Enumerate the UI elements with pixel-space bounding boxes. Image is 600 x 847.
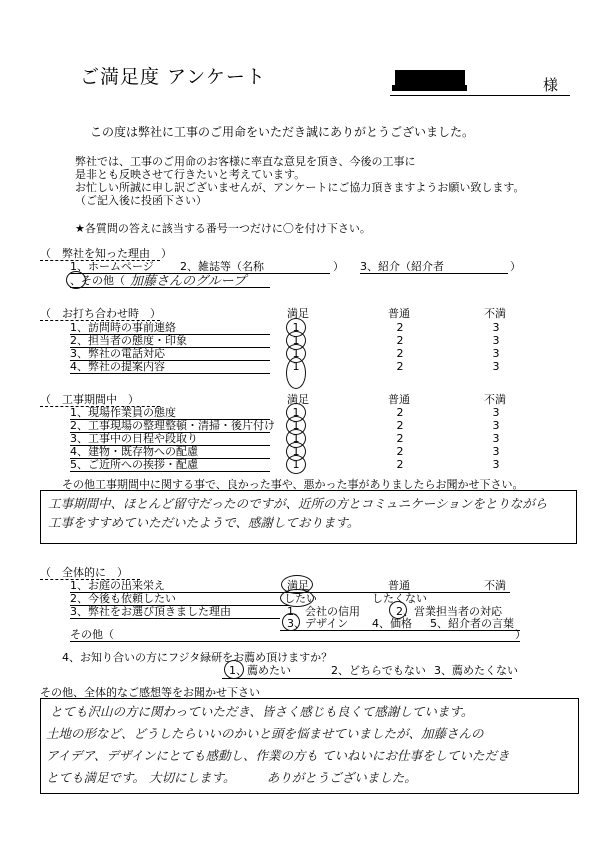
q5-reason-answer-circle-2 — [282, 613, 300, 631]
q6-option-2: 2、どちらでもない — [331, 664, 426, 677]
q3-item-3-score-3: 3 — [492, 432, 500, 445]
q2-item-4-score-2: 2 — [396, 360, 404, 373]
q3-scale-normal: 普通 — [388, 393, 410, 406]
q3-item-5-score-1: 1 — [292, 458, 300, 471]
q2-item-4-score-1: 1 — [292, 360, 300, 373]
q1-other-underline — [70, 287, 270, 288]
q5-other-underline — [70, 641, 520, 642]
q3-item-2-score-1: 1 — [292, 419, 300, 432]
q5-reason-1: 1、会社の信用 — [287, 605, 360, 618]
q3-item-2-score-3: 3 — [492, 419, 500, 432]
q4-prompt: その他工事期間中に関する事で、良かった事や、悪かった事がありましたらお聞かせ下さい。 — [62, 478, 524, 491]
intro-line-1: 弊社では、工事のご用命のお客様に率直な意見を頂き、今後の工事に — [75, 155, 416, 168]
q3-item-5: 5、ご近所への挨拶・配慮 — [70, 458, 270, 472]
q1-option-homepage: 1、ホームページ — [70, 260, 180, 274]
q2-item-2-score-1: 1 — [292, 334, 300, 347]
q2-item-2: 2、担当者の態度・印象 — [70, 334, 270, 348]
q6-option-1: 1、薦めたい — [229, 664, 291, 677]
q1-answer-circle — [66, 271, 86, 289]
q6-answer-circle — [224, 660, 244, 679]
q7-answer-line-1: とても沢山の方に関わっていただき、皆さく感じも良くて感謝しています。 — [50, 704, 474, 719]
q3-item-3-score-1: 1 — [292, 432, 300, 445]
intro-line-4: （ご記入後に投函下さい） — [75, 194, 207, 207]
q6-options-rule — [222, 678, 512, 679]
q2-item-2-score-3: 3 — [492, 334, 500, 347]
q3-scale-satisfied: 満足 — [287, 393, 309, 406]
q3-item-4-score-2: 2 — [396, 445, 404, 458]
q5-reason-answer-circle-1 — [389, 601, 407, 619]
greeting-text: この度は弊社に工事のご用命をいただき誠にありがとうございました。 — [90, 125, 475, 139]
q5-item-2: 2、今後も依頼したい — [70, 592, 290, 606]
q3-item-1-score-1: 1 — [292, 406, 300, 419]
q2-item-1-score-3: 3 — [492, 321, 500, 334]
q3-scale-unsatisfied: 不満 — [484, 393, 506, 406]
q3-heading: （ 工事期間中 ） — [40, 393, 139, 406]
q3-item-4: 4、建物・既存物への配慮 — [70, 445, 270, 459]
q1-other-answer: 加藤さんのグループ — [130, 274, 246, 289]
q3-item-5-answer-circle — [286, 455, 306, 474]
q2-item-1-score-2: 2 — [396, 321, 404, 334]
q3-item-3-score-2: 2 — [396, 432, 404, 445]
q5-item-3: 3、弊社をお選び頂きました理由 — [70, 605, 280, 619]
q2-item-2-score-2: 2 — [396, 334, 404, 347]
q5-reason-5: 5、紹介者の言葉 — [430, 617, 514, 630]
instruction-text: ★各質問の答えに該当する番号一つだけに〇を付け下さい。 — [75, 222, 371, 235]
q3-item-3: 3、工事中の日程や段取り — [70, 432, 270, 446]
q5-reasons-rule — [280, 630, 520, 631]
q1-option-referral: 3、紹介（紹介者 — [360, 260, 508, 274]
q1-option-magazine: 2、雑誌等（名称 — [180, 260, 330, 274]
q5-other-label: その他（ — [70, 628, 114, 641]
q1-option-referral-close: ） — [510, 260, 521, 273]
q2-item-3-score-3: 3 — [492, 347, 500, 360]
q3-item-2-score-2: 2 — [396, 419, 404, 432]
q5-row2-no: したくない — [372, 592, 427, 605]
q2-scale-unsatisfied: 不満 — [484, 307, 506, 320]
q5-row1-satisfied: 満足 — [287, 579, 309, 592]
q7-prompt: その他、全体的なご感想等をお聞かせ下さい — [40, 686, 260, 699]
q1-option-magazine-close: ） — [333, 260, 344, 273]
q2-item-4-answer-circle — [286, 357, 306, 389]
q1-other-label: 、その他（ — [70, 274, 125, 287]
q5-reason-2: 2、営業担当者の対応 — [396, 605, 502, 618]
q3-item-2: 2、工事現場の整理整頓・清掃・後片付け — [70, 419, 275, 432]
q3-item-5-score-2: 2 — [396, 458, 404, 471]
q6-question: 4、お知り合いの方にフジタ緑研をお薦め頂けますか？ — [62, 651, 333, 664]
q5-row2-yes: したい — [284, 592, 317, 605]
q3-item-1-score-3: 3 — [492, 406, 500, 419]
q1-heading: （ 弊社を知った理由 ） — [40, 247, 172, 260]
q2-heading: （ お打ち合わせ時 ） — [40, 307, 161, 320]
q2-item-3-score-1: 1 — [292, 347, 300, 360]
intro-line-2: 是非とも反映させて行きたいと考えています。 — [75, 168, 306, 181]
q2-item-3: 3、弊社の電話対応 — [70, 347, 270, 361]
q5-other-close: ） — [515, 628, 526, 641]
q3-item-5-score-3: 3 — [492, 458, 500, 471]
q7-answer-line-2: 土地の形など、どうしたらいいのかいと頭を悩ませていましたが、加藤さんの — [46, 726, 484, 741]
q2-item-3-score-2: 2 — [396, 347, 404, 360]
redacted-customer-name-2 — [392, 85, 467, 91]
q2-item-1-score-1: 1 — [292, 321, 300, 334]
q5-item-1: 1、お庭の出来栄え — [70, 579, 290, 593]
page-title: ご満足度 アンケート — [80, 66, 266, 88]
q2-scale-normal: 普通 — [388, 307, 410, 320]
q7-answer-line-4: とても満足です。 大切にします。 ありがとうございました。 — [46, 770, 417, 785]
q5-row2-answer-circle — [280, 589, 314, 607]
q6-option-3: 3、薦めたくない — [434, 664, 518, 677]
q5-reason-4: 4、価格 — [372, 617, 412, 630]
q2-scale-satisfied: 満足 — [287, 307, 309, 320]
q5-heading: （ 全体的に ） — [40, 566, 128, 579]
intro-line-3: お忙しい所誠に申し訳ございませんが、アンケートにご協力頂きますようお願い致します。 — [75, 181, 525, 194]
q3-item-4-score-3: 3 — [492, 445, 500, 458]
q2-item-1: 1、訪問時の事前連絡 — [70, 321, 270, 335]
q3-item-4-score-1: 1 — [292, 445, 300, 458]
q5-reason-3: 3、デザイン — [287, 617, 349, 630]
q4-answer-line-1: 工事期間中、ほとんど留守だったのですが、近所の方とコミュニケーションをとりながら — [48, 496, 548, 511]
q3-item-1-score-2: 2 — [396, 406, 404, 419]
q7-answer-line-3: アイデア、デザインにとても感動し、作業の方も ていねいにお仕事をしていただき — [46, 748, 510, 763]
honorific: 様 — [543, 76, 559, 94]
q5-row1-normal: 普通 — [388, 579, 410, 592]
name-underline — [390, 95, 570, 96]
q4-answer-line-2: 工事をすすめていただいたようで、感謝しております。 — [48, 515, 360, 530]
q2-item-4-score-3: 3 — [492, 360, 500, 373]
q5-row1-unsatisfied: 不満 — [484, 579, 506, 592]
q3-item-1: 1、現場作業員の態度 — [70, 406, 270, 420]
q2-item-4: 4、弊社の提案内容 — [70, 360, 270, 374]
